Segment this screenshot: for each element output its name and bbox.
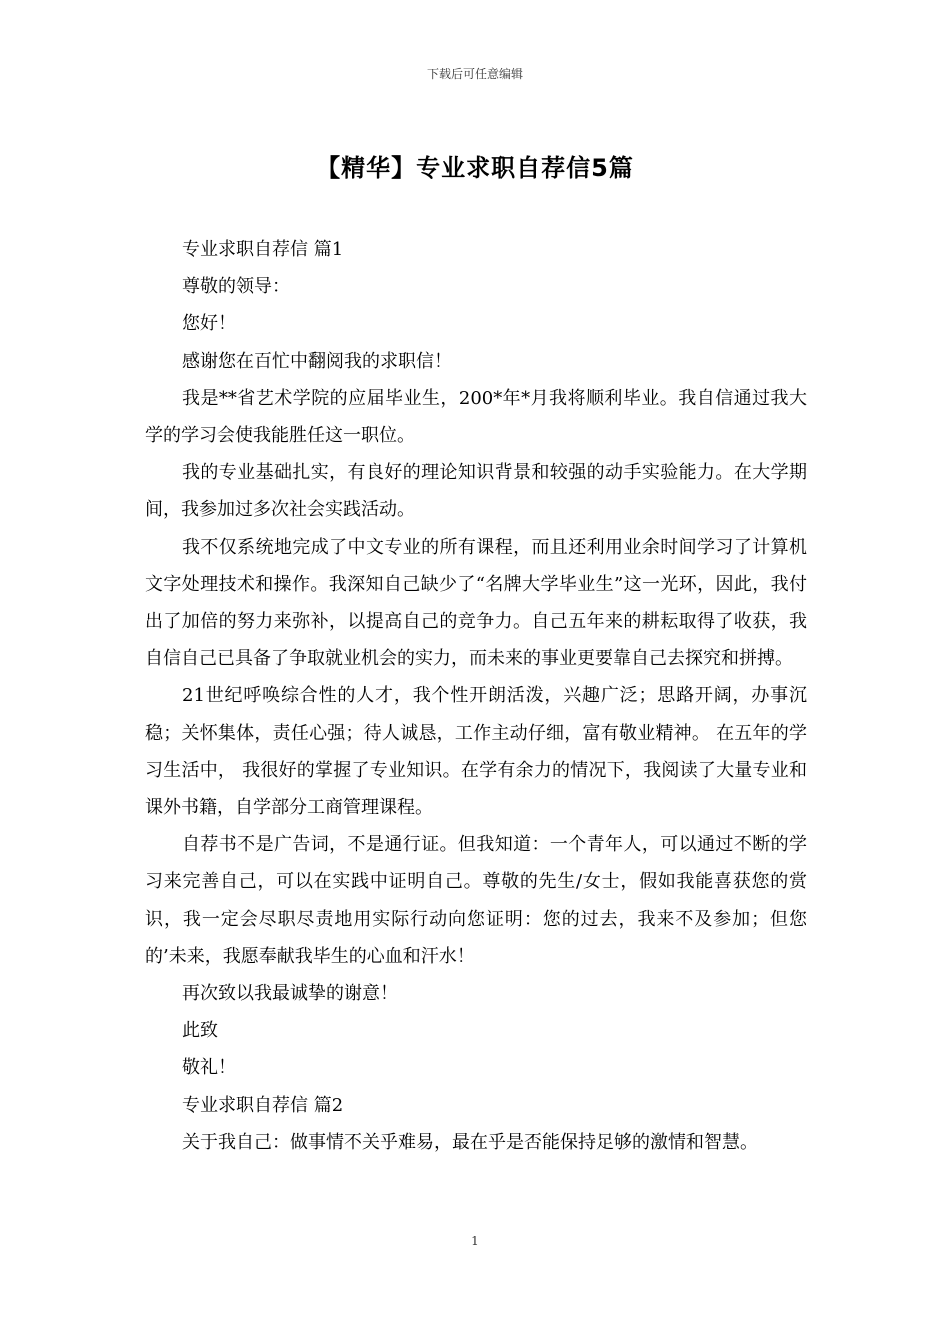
paragraph-recommendation: 自荐书不是广告词，不是通行证。但我知道：一个青年人，可以通过不断的学习来完善自己，可以在实践中证明自己。尊敬的先生/女士，假如我能喜获您的赏识，我一定会尽职尽责地用实际行动向您证明：您的过去，我来不及参加；但您的’未来，我愿奉献我毕生的心血和汗水！ <box>145 834 807 967</box>
page-number: 1 <box>471 1234 479 1248</box>
paragraph-final-thanks: 再次致以我最诚挚的谢意！ <box>182 983 398 1005</box>
paragraph-personality: 21世纪呼唤综合性的人才，我个性开朗活泼，兴趣广泛；思路开阔，办事沉稳；关怀集体，责任心强；待人诚恳，工作主动仔细，富有敬业精神。 在五年的学习生活中， 我很好的掌握了专业知识。在学有余力的情况下，我阅读了大量专业和课外书籍，自学部分工商管理课程。 <box>145 685 807 819</box>
paragraph-thanks: 感谢您在百忙中翻阅我的求职信！ <box>182 350 452 372</box>
paragraph-closing-1: 此致 <box>182 1020 218 1042</box>
paragraph-letter1-heading: 专业求职自荐信 篇1 <box>182 239 344 260</box>
paragraph-intro: 我是**省艺术学院的应届毕业生，200*年*月我将顺利毕业。我自信通过我大学的学习会使我能胜任这一职位。 <box>145 387 807 447</box>
paragraph-salutation: 尊敬的领导： <box>182 276 290 298</box>
document-body <box>145 231 807 1161</box>
paragraph-about-me: 关于我自己：做事情不关乎难易，最在乎是否能保持足够的激情和智慧。 <box>182 1131 758 1153</box>
paragraph-courses: 我不仅系统地完成了中文专业的所有课程，而且还利用业余时间学习了计算机文字处理技术和操作。我深知自己缺少了“名牌大学毕业生”这一光环，因此，我付出了加倍的努力来弥补，以提高自己的竞争力。自己五年来的耕耘取得了收获，我自信自己已具备了争取就业机会的实力，而未来的事业更要靠自己去探究和拼搏。 <box>145 536 807 670</box>
paragraph-closing-2: 敬礼！ <box>182 1057 236 1079</box>
paragraph-foundation: 我的专业基础扎实，有良好的理论知识背景和较强的动手实验能力。在大学期间，我参加过多次社会实践活动。 <box>145 462 807 521</box>
page-header-note: 下载后可任意编辑 <box>426 67 523 81</box>
paragraph-greeting: 您好！ <box>182 313 236 335</box>
document-title: 【精华】专业求职自荐信5篇 <box>316 154 634 182</box>
paragraph-letter2-heading: 专业求职自荐信 篇2 <box>182 1094 344 1116</box>
